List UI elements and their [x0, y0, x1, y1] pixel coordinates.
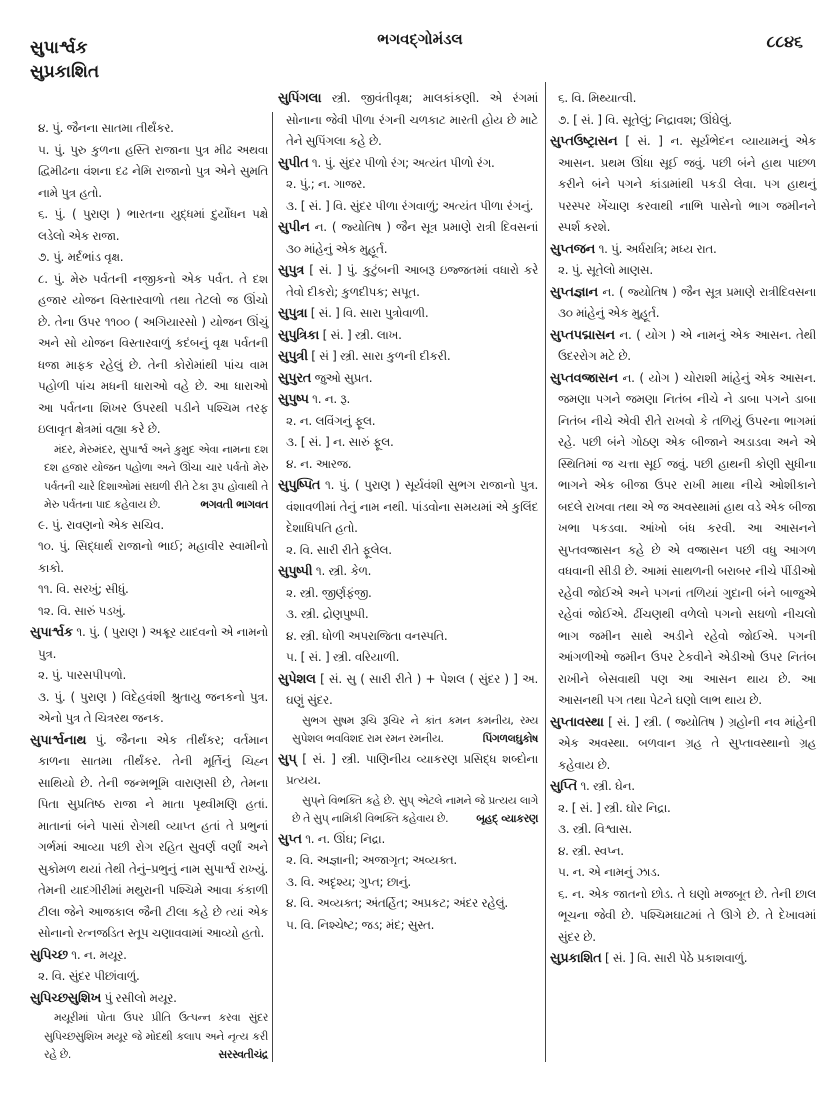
dictionary-entry — [278, 669, 538, 712]
dictionary-entry — [278, 217, 538, 260]
entry-definition: ન. ( યોગ ) ચોરાશી માંહેનું એક આસન. જમણા પગને જમણા નિતંબ નીચે ને ડાબા પગને ડાબા નિતંબ નીચે એવી રીતે રાખવો કે તળિયું ઉપરના ભાગમાં રહે. પછી બંને ગોઠણ એક બીજાને અડાડવા અને એ સ્થિતિમાં જ ચત્તા સૂઈ જવું. પછી હાથની કોણી સુધીના ભાગને એક બીજા ઉપર રાખી માથા નીચે ઓશીકાને બદલે રાખવા તથા એ જ અવસ્થામાં હાથ વડે એક બીજા ખભા પકડવા. આંખો બંધ કરવી. આ આસનને સુપ્તવજ્રાસન કહે છે એ વજ્રાસન પછી વધુ આગળ વધવાની સીડી છે. આમાં સાથળની બરાબર નીચે પીંડીઓ રહેવી જોઈએ અને પગનાં તળિયાં ગુદાની બંને બાજુએ રહેવાં જોઈએ. ઢીંચણથી વળેલો પગનો સઘળો નીચલો ભાગ જમીન સાથે અડીને રહેવો જોઈએ. પગની આંગળીઓ જમીન ઉપર ટેકવીને એડીઓ ઉપર નિતંબ રાખીને બેસવાથી પણ આ આસન થાય છે. આ આસનથી પગ તથા પેટને ઘણો લાભ થાય છે. — [558, 370, 817, 707]
entry-definition: ન. ( યોગ ) એ નામનું એક આસન. તેથી ઉદરરોગ મટે છે. — [558, 327, 817, 363]
quote-text: સુપ્‌ને વિભક્તિ કહે છે. સુપ્ એટલે નામને જે પ્રત્યય લાગે છે તે સુપ્ નામિકી વિભક્તિ કહેવાય છે. — [292, 793, 538, 825]
dictionary-entry — [550, 239, 816, 261]
entry-sense: ૫. પું. પુરુ કુળના હસ્તિ રાજાના પુત્ર મીઢ અથવા દ્વિમીઢના વંશના દઢ નેમિ રાજાનો પુત્ર એને સુમતિ નામે પુત્ર હતો. — [38, 142, 268, 200]
quote-source: ભગવતી ભાગવત — [200, 498, 268, 511]
entry-definition: [ સં ] સ્ત્રી. સારા કુળની દીકરી. — [311, 349, 451, 363]
entry-headword: સુપીત — [278, 155, 309, 171]
quote-source: બૃહદ્ વ્યાકરણ — [476, 812, 538, 825]
entry-headword: સુપુત્રિકા — [278, 327, 320, 343]
entry-headword: સુપુષ્પી — [278, 564, 313, 579]
entry-definition: [ સં. ] સ્ત્રી. ( જ્યોતિષ ) ગ્રહોની નવ માંહેની એક અવસ્થા. બળવાન ગ્રહ તે સુપ્તાવસ્થાનો ગ્રહ કહેવાય છે. — [558, 714, 816, 772]
entry-definition: [ સં. સુ ( સારી રીતે ) + પેશલ ( સુંદર ) ] અ. ઘણું સુંદર. — [286, 671, 538, 707]
entry-headword: સુપ્ત — [278, 831, 302, 847]
entry-headword: સુપ્તજ્ઞાન — [550, 284, 598, 300]
entry-headword: સુપિચ્છ — [30, 947, 68, 963]
entry-headword: સુપ્તવજ્રાસન — [550, 370, 618, 386]
column-right — [550, 88, 816, 970]
quote-source: સરસ્વતીચંદ્ર — [218, 1048, 268, 1061]
entry-sense: ૨. [ સં. ] સ્ત્રી. ઘોર નિદ્રા. — [558, 800, 671, 815]
dictionary-entry — [278, 346, 538, 368]
entry-headword: સુપુત્રા — [278, 306, 308, 321]
entry-definition: ન. ( જ્યોતિષ ) જૈન સૂત્ર પ્રમાણે રાત્રીદિવસના ૩૦ માંહેનું એક મુહૂર્ત. — [558, 284, 817, 320]
citation-quote — [278, 712, 538, 749]
entry-headword: સુપુષ્પ — [278, 392, 309, 407]
entry-sense: ૩. સ્ત્રી. વિશ્વાસ. — [558, 822, 632, 836]
entry-headword: સુપિંગલા — [278, 91, 322, 106]
dictionary-entry — [278, 475, 538, 540]
entry-sense: ૪. સ્ત્રી. ધોળી અપરાજિતા વનસ્પતિ. — [286, 628, 448, 643]
entry-definition: ૧. પું. અર્ધરાત્રિ; મધ્ય રાત. — [598, 241, 717, 256]
dictionary-entry — [30, 622, 268, 665]
entry-definition: જુઓ સુપ્રત. — [314, 370, 373, 385]
entry-sense: ૩. પું. ( પુરાણ ) વિદેહવંશી શ્રુતાયુ જનકનો પુત્ર. એનો પુત્ર તે ચિત્રરથ જનક. — [38, 689, 268, 725]
quote-text: મંદર, મેરુમંદર, સુપાર્શ્વ અને કુમુદ એવા નામના દશ દશ હજાર યોજન પહોળા અને ઊંચા ચાર પર્વતો મેરુ પર્વતની ચારે દિશાઓમાં સઘળી રીતે ટેકા રૂપ હોવાથી તે મેરુ પર્વતના પાદ કહેવાય છે. — [44, 442, 268, 511]
page-number: ૮૮૪૬ — [766, 32, 803, 51]
column-divider — [272, 112, 273, 1062]
entry-sense: ૪. પું. જૈનના સાતમા તીર્થંકર. — [38, 121, 174, 135]
column-left — [30, 118, 268, 1065]
dictionary-entry — [278, 829, 538, 851]
entry-definition: ૧. પું. ( પુરાણ ) સૂર્યવંશી સુભગ રાજાનો પુત્ર. વંશાવળીમાં તેનું નામ નથી. પાંડવોના સમયમાં એ કુલિંદ દેશાધિપતિ હતો. — [286, 478, 539, 535]
entry-sense: ૪. વિ. અવ્યક્ત; અંતર્હિત; અપ્રકટ; અંદર રહેલું. — [286, 896, 508, 910]
entry-sense: ૧૦. પું. સિદ્ધાર્થ રાજાનો ભાઈ; મહાવીર સ્વામીનો કાકો. — [38, 539, 268, 575]
dictionary-entry — [550, 282, 816, 325]
entry-headword: સુપ્તઉષ્ટ્રાસન — [550, 134, 618, 149]
column-divider — [545, 82, 546, 1062]
entry-sense: ૩. સ્ત્રી. દ્રોણપુષ્પી. — [286, 607, 369, 621]
entry-headword: સુપુષ્પિત — [278, 478, 321, 493]
entry-sense: ૮. પું. મેરુ પર્વતની નજીકનો એક પર્વત. તે દશ હજાર યોજન વિસ્તારવાળો તથા તેટલો જ ઊંચો છે. તેના ઉપર ૧૧૦૦ ( અગિયારસો ) યોજન ઊંચું અને સો યોજન વિસ્તારવાળું કદંબનું વૃક્ષ પર્વતની ધજા માફક રહેલું છે. તેની કોરોમાંથી પાંચ વામ પહોળી પાંચ મધની ધારાઓ વહે છે. આ ધારાઓ આ પર્વતના શિખર ઉપરથી પડીને પશ્ચિમ તરફ ઇલાવૃત ક્ષેત્રમાં વહ્યા કરે છે. — [38, 271, 268, 436]
dictionary-entry — [550, 776, 816, 798]
entry-sense: ૨. પું. પારસપીપળો. — [38, 668, 127, 682]
entry-sense: ૫. [ સં. ] સ્ત્રી. વરિયાળી. — [286, 650, 400, 664]
dictionary-entry — [278, 153, 538, 175]
dictionary-entry — [278, 389, 538, 411]
entry-sense: ૪. ન. આરજ. — [286, 456, 352, 471]
entry-sense: ૩. [ સં. ] વિ. સુંદર પીળા રંગવાળું; અત્યંત પીળા રંગનું. — [286, 198, 534, 213]
dictionary-entry — [550, 948, 816, 970]
entry-sense: ૭. [ સં. ] વિ. સૂતેલું; નિદ્રાવશ; ઊંઘેલું. — [558, 112, 732, 127]
entry-definition: ૧. સ્ત્રી. કેળ. — [315, 564, 372, 578]
guide-words — [30, 36, 99, 84]
book-title: ભગવદ્ગોમંડલ — [377, 30, 463, 48]
dictionary-entry — [278, 749, 538, 792]
dictionary-entry — [550, 325, 816, 368]
entry-sense: ૪. સ્ત્રી. સ્વપ્ન. — [558, 843, 624, 858]
dictionary-entry — [550, 712, 816, 777]
entry-definition: [ સં. ] સ્ત્રી. લાખ. — [322, 327, 402, 342]
entry-definition: [ સં. ] ન. સૂર્યભેદન વ્યાયામનું એક આસન. પ્રથમ ઊંધા સૂઈ જવું. પછી બંને હાથ પાછળ કરીને બંને પગને કાંડામાંથી પકડી લેવા. પગ હાથનું પરસ્પર ખેંચાણ કરવાથી નાભિ પાસેનો ભાગ જમીનને સ્પર્શ કરશે. — [558, 134, 817, 234]
entry-headword: સુપાર્શ્વક — [30, 625, 73, 640]
entry-sense: ૩. [ સં. ] ન. સારું ફૂલ. — [286, 435, 394, 449]
entry-sense: ૨. સ્ત્રી. જીર્ણફંજી. — [286, 585, 372, 600]
quote-source: પિંગળલઘુકોષ — [482, 732, 538, 745]
dictionary-entry — [30, 945, 268, 967]
entry-sense: ૨. પું.; ન. ગાજર. — [286, 177, 366, 191]
dictionary-entry — [30, 988, 268, 1010]
entry-definition: ૧. ન. મયૂર. — [71, 947, 127, 962]
entry-sense: ૯. પું. રાવણનો એક સચિવ. — [38, 517, 164, 532]
entry-definition: ન. ( જ્યોતિષ ) જૈન સૂત્ર પ્રમાણે રાત્રી દિવસનાં ૩૦ માંહેનું એક મુહૂર્ત. — [286, 220, 539, 256]
dictionary-entry — [278, 88, 538, 153]
citation-quote — [278, 792, 538, 829]
entry-definition: સ્ત્રી. જીવંતીવૃક્ષ; માલકાંકણી. એ રંગમાં સોનાના જેવી પીળા રંગની ચળકાટ મારતી હોય છે માટે તેને સુપિંગલા કહે છે. — [286, 91, 539, 148]
entry-definition: [ સં. ] પું. કુટુંબની આબરૂ ઇજ્જતમાં વધારો કરે તેવો દીકરો; કુળદીપક; સપૂત. — [286, 263, 538, 299]
quote-text: મયૂરીમાં પોતા ઉપર પ્રીતિ ઉત્પન્ન કરવા સુંદર સુપિચ્છસુશિખ મયૂર જે મોદથી કલાપ અને નૃત્ય કરી રહે છે. — [44, 1011, 268, 1061]
entry-headword: સુપ્તાવસ્થા — [550, 714, 604, 730]
entry-headword: સુપ્તજન — [550, 241, 596, 257]
entry-definition: ૧. પું. ( પુરાણ ) અક્રૂર યાદવનો એ નામનો પુત્ર. — [38, 625, 269, 661]
entry-headword: સુપ્તપદ્માસન — [550, 327, 615, 343]
entry-headword: સુપાર્શ્વનાથ — [30, 732, 87, 748]
entry-headword: સુપુરત — [278, 370, 312, 386]
entry-definition: ૧. પું. સુંદર પીળો રંગ; અત્યંત પીળો રંગ. — [311, 155, 495, 170]
entry-headword: સુપુત્ર — [278, 263, 305, 278]
entry-definition: [ સં. ] વિ. સારી પેઠે પ્રકાશવાળું. — [604, 951, 748, 965]
entry-definition: પું. જૈનના એક તીર્થંકર; વર્તમાન કાળના સાતમા તીર્થંકર. તેની મૂર્તિનું ચિહ્ન સાથિયો છે. તેની જન્મભૂમિ વારાણસી છે, તેમના પિતા સુપ્રતિષ્ઠ રાજા ને માતા પૃથ્વીમણિ હતાં. માતાનાં બંને પાસાં રોગથી વ્યાપ્ત હતાં તે પ્રભુનાં ગર્ભમાં આવ્યા પછી રોગ રહિત સુવર્ણ વર્ણાં અને સુકોમળ થયાં તેથી તેનું–પ્રભુનું નામ સુપાર્શ્વ રાખ્યું. તેમની યાદગીરીમાં મથુરાની પશ્ચિમે આવા કંકાળી ટીલા જેને આજકાલ જૈની ટીલા કહે છે ત્યાં એક સોનાનો રત્નજડિત સ્તૂપ ચણાવવામાં આવ્યો હતો. — [38, 732, 268, 940]
dictionary-entry — [278, 368, 538, 390]
dictionary-entry — [550, 368, 816, 712]
entry-sense: ૧૨. વિ. સારું પડખું. — [38, 603, 126, 618]
entry-sense: ૨. વિ. અજ્ઞાની; અજાગૃત; અવ્યક્ત. — [286, 853, 457, 867]
entry-definition: ૧. સ્ત્રી. ઘેન. — [580, 779, 635, 793]
guide-word-last: સુપ્રકાશિત — [30, 62, 100, 82]
entry-definition: [ સં. ] સ્ત્રી. પાણિનીય વ્યાકરણ પ્રસિદ્ધ શબ્દોના પ્રત્યય. — [286, 751, 539, 787]
entry-sense: ૫. ન. એ નામનું ઝાડ. — [558, 865, 660, 879]
quote-text: સુભગ સુષમ રૂચિ રૂચિર ને કાંત કમન કમનીય, રમ્ય સુપેશલ ભવવિશદ રામ રમન રમનીય. — [292, 713, 538, 745]
entry-headword: સુપ્તિ — [550, 779, 577, 794]
entry-headword: સુપિચ્છસુશિખ — [30, 990, 101, 1006]
citation-quote — [30, 1009, 268, 1065]
entry-sense: ૬. વિ. મિથ્યાત્વી. — [558, 91, 637, 105]
dictionary-entry — [30, 730, 268, 945]
entry-headword: સુપુત્રી — [278, 349, 308, 364]
entry-sense: ૨. વિ. સુંદર પીછાંવાળું. — [38, 969, 140, 983]
entry-sense: ૩. વિ. અદૃશ્ય; ગુપ્ત; છાનું. — [286, 874, 411, 889]
entry-definition: [ સં. ] વિ. સારા પુત્રોવાળી. — [310, 306, 429, 320]
entry-headword: સુપ્ — [278, 751, 297, 767]
entry-sense: ૬. પું. ( પુરાણ ) ભારતના યુદ્ધમાં દુર્યોધન પક્ષે લડેલો એક રાજા. — [38, 207, 268, 243]
dictionary-entry — [278, 561, 538, 583]
entry-definition: ૧. ન. ઊંઘ; નિદ્રા. — [305, 831, 385, 846]
citation-quote — [30, 441, 268, 515]
entry-sense: ૨. ન. લવિંગનું ફૂલ. — [286, 413, 376, 428]
entry-sense: ૭. પું. મર્દભાંડ વૃક્ષ. — [38, 250, 124, 264]
entry-headword: સુપેશલ — [278, 671, 316, 687]
dictionary-entry — [278, 260, 538, 303]
entry-definition: પું રસીલો મયૂર. — [104, 990, 177, 1005]
entry-sense: ૨. વિ. સારી રીતે ફૂલેલ. — [286, 542, 392, 557]
column-middle — [278, 88, 538, 936]
entry-headword: સુપ્રકાશિત — [550, 951, 602, 966]
dictionary-entry — [278, 303, 538, 325]
entry-sense: ૫. વિ. નિશ્ચેષ્ટ; જડ; મંદ; સુસ્ત. — [286, 917, 435, 932]
dictionary-entry — [550, 131, 816, 239]
guide-word-first: સુપાર્શ્વક — [30, 38, 88, 58]
entry-sense: ૨. પું. સૂતેલો માણસ. — [558, 263, 653, 277]
entry-definition: ૧. ન. રૂ. — [312, 392, 351, 406]
dictionary-entry — [278, 325, 538, 347]
entry-headword: સુપીન — [278, 220, 310, 235]
entry-sense: ૬. ન. એક જાતનો છોડ. તે ઘણો મજબૂત છે. તેની છાલ ભૂચના જેવી છે. પશ્ચિમઘાટમાં તે ઊગે છે. તે દેખાવમાં સુંદર છે. — [558, 886, 816, 944]
entry-sense: ૧૧. વિ. સરખું; સીધું. — [38, 582, 129, 596]
